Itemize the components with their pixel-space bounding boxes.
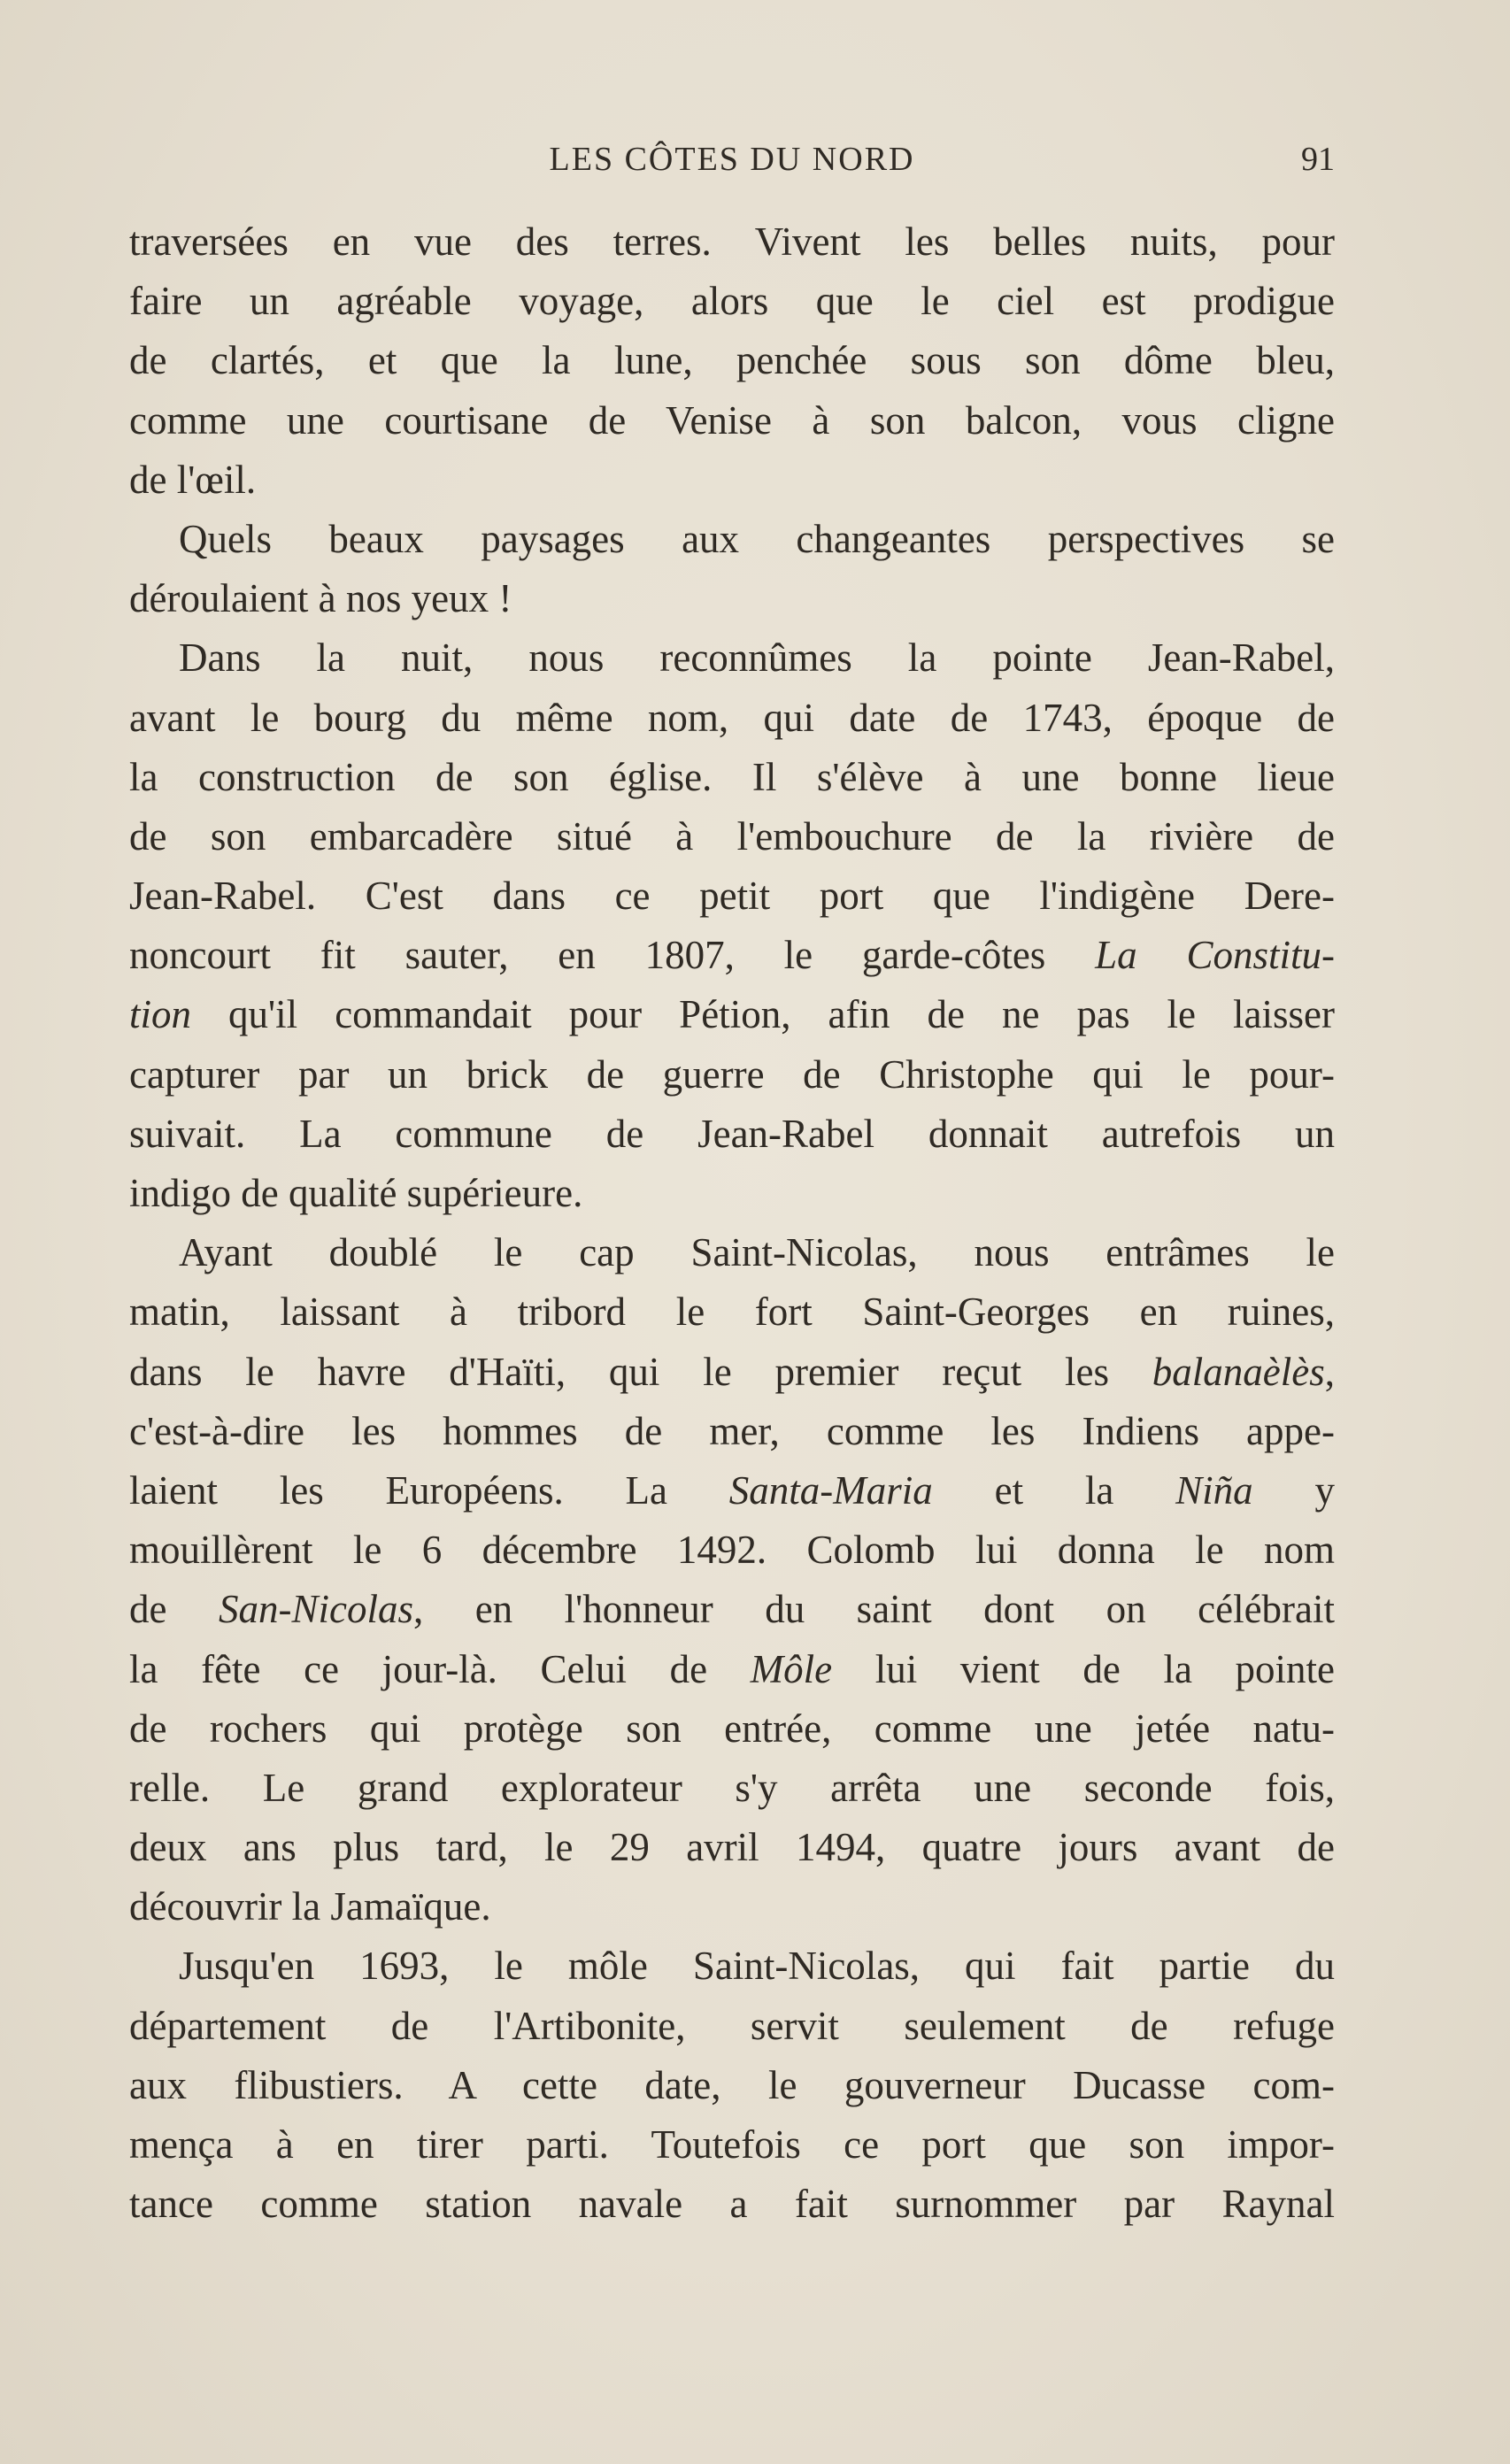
italic-title: tion [129,992,192,1037]
italic-title: La Constitu- [1095,933,1335,978]
text-line: Jean-Rabel. C'est dans ce petit port que l'indigène Dere- [129,874,1335,919]
text-segment: , en l'honneur du saint dont on célébrait [412,1587,1335,1632]
text-segment: , [1324,1349,1335,1394]
text-line: Jusqu'en 1693, le môle Saint-Nicolas, qui fait partie du [179,1944,1335,1989]
text-line [129,1343,1335,1402]
text-segment: la fête ce jour-là. Celui de [129,1646,751,1691]
running-head: LES CÔTES DU NORD [549,141,915,178]
body-text [129,212,1335,2234]
italic-place-name: San-Nicolas [218,1587,413,1632]
text-line: de son embarcadère situé à l'embouchure de la rivière de [129,813,1335,859]
text-line: découvrir la Jamaïque. [129,1884,491,1929]
text-line [129,1640,1335,1699]
text-line: de l'œil. [129,457,257,502]
text-line: déroulaient à nos yeux ! [129,576,512,621]
text-segment: y [1252,1467,1335,1513]
text-line: indigo de qualité supérieure. [129,1171,583,1215]
text-line: c'est-à-dire les hommes de mer, comme les Indiens appe- [129,1408,1335,1453]
text-segment: noncourt fit sauter, en 1807, le garde-côtes [129,933,1096,978]
text-line: Quels beaux paysages aux changeantes perspectives se [179,516,1335,561]
text-line: de rochers qui protège son entrée, comme une jetée natu- [129,1706,1335,1751]
text-line: traversées en vue des terres. Vivent les belles nuits, pour [129,219,1335,264]
italic-ship-name: Santa-Maria [728,1467,933,1513]
text-line: mença à en tirer parti. Toutefois ce port que son impor- [129,2122,1335,2167]
text-line: tance comme station navale a fait surnommer par Raynal [129,2182,1335,2227]
text-line: capturer par un brick de guerre de Christophe qui le pour- [129,1051,1335,1097]
text-line: mouillèrent le 6 décembre 1492. Colomb lui donna le nom [129,1528,1335,1573]
text-line: département de l'Artibonite, servit seulement de refuge [129,2003,1335,2048]
italic-ship-name: Niña [1175,1467,1253,1513]
text-line: aux flibustiers. A cette date, le gouverneur Ducasse com- [129,2062,1335,2107]
page-number: 91 [1301,141,1335,178]
text-segment: qu'il commandait pour Pétion, afin de ne pas le laisser [191,992,1335,1037]
text-line [129,1580,1335,1639]
italic-place-name: Môle [750,1646,833,1691]
text-segment: dans le havre d'Haïti, qui le premier reçut les [129,1349,1152,1394]
text-line: la construction de son église. Il s'élève à une bonne lieue [129,754,1335,799]
text-segment: lui vient de la pointe [832,1646,1335,1691]
text-line: deux ans plus tard, le 29 avril 1494, quatre jours avant de [129,1825,1335,1870]
text-line [129,985,1335,1044]
italic-term: balanaèlès [1152,1349,1325,1394]
text-line: comme une courtisane de Venise à son balcon, vous cligne [129,397,1335,443]
text-segment: de [129,1587,219,1632]
text-line: matin, laissant à tribord le fort Saint-Georges en ruines, [129,1290,1335,1335]
text-line [129,926,1335,985]
page-header [129,140,1335,193]
text-line: faire un agréable voyage, alors que le ciel est prodigue [129,279,1335,324]
text-line: suivait. La commune de Jean-Rabel donnait autrefois un [129,1111,1335,1156]
text-line: de clartés, et que la lune, penchée sous son dôme bleu, [129,338,1335,383]
text-segment: laient les Européens. La [129,1467,729,1513]
text-line: Ayant doublé le cap Saint-Nicolas, nous entrâmes le [179,1230,1335,1275]
text-line: relle. Le grand explorateur s'y arrêta une seconde fois, [129,1765,1335,1810]
text-line: avant le bourg du même nom, qui date de 1743, époque de [129,695,1335,740]
text-line: Dans la nuit, nous reconnûmes la pointe Jean-Rabel, [179,635,1335,681]
text-line [129,1461,1335,1521]
text-segment: et la [932,1467,1176,1513]
